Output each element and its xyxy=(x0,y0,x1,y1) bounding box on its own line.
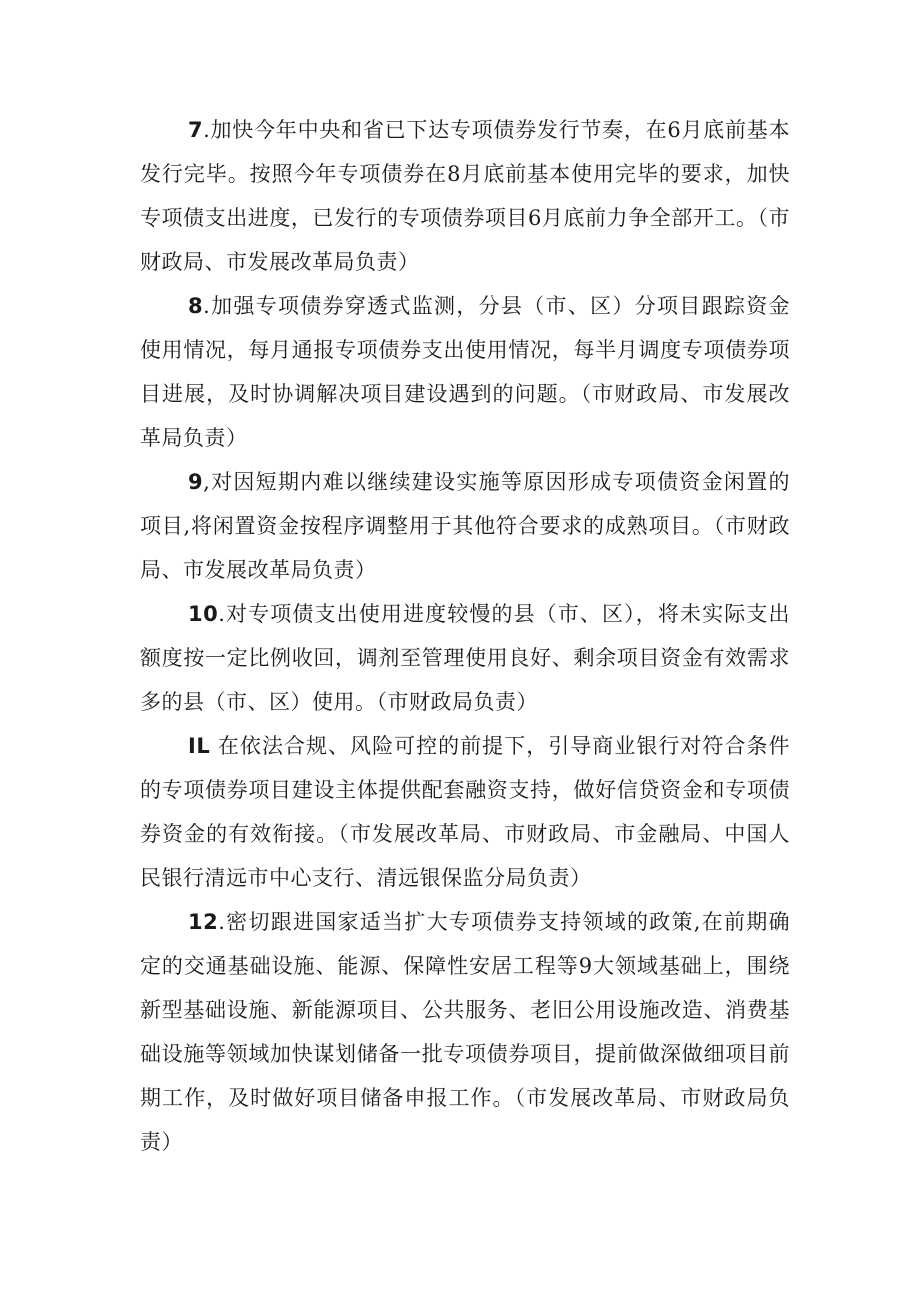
paragraph-text: .加快今年中央和省已下达专项债券发行节奏，在6月底前基本发行完毕。按照今年专项债券在8月底前基本使用完毕的要求，加快专项债支出进度，已发行的专项债券项目6月底前力争全部开工。（市财政局、市发展改革局负责） xyxy=(140,118,790,274)
paragraph-number: 12 xyxy=(188,910,219,934)
paragraph-10 xyxy=(140,592,790,724)
paragraph-number: 9 xyxy=(188,470,204,494)
paragraph-text: .密切跟进国家适当扩大专项债券支持领域的政策,在前期确定的交通基础设施、能源、保障性安居工程等9大领域基础上，围绕新型基础设施、新能源项目、公共服务、老旧公用设施改造、消费基础设施等领域加快谋划储备一批专项债券项目，提前做深做细项目前期工作，及时做好项目储备申报工作。（市发展改革局、市财政局负责） xyxy=(140,910,790,1154)
paragraph-number: 7 xyxy=(188,118,204,142)
paragraph-12 xyxy=(140,900,790,1164)
paragraph-text: ,对因短期内难以继续建设实施等原因形成专项债资金闲置的项目,将闲置资金按程序调整用于其他符合要求的成熟项目。（市财政局、市发展改革局负责） xyxy=(140,470,790,582)
paragraph-8 xyxy=(140,284,790,460)
paragraph-number: IL xyxy=(188,734,211,758)
paragraph-number: 10 xyxy=(188,602,219,626)
paragraph-text: .对专项债支出使用进度较慢的县（市、区），将未实际支出额度按一定比例收回，调剂至管理使用良好、剩余项目资金有效需求多的县（市、区）使用。（市财政局负责） xyxy=(140,602,790,714)
paragraph-text: .加强专项债券穿透式监测，分县（市、区）分项目跟踪资金使用情况，每月通报专项债券支出使用情况，每半月调度专项债券项目进展，及时协调解决项目建设遇到的问题。（市财政局、市发展改革局负责） xyxy=(140,294,790,450)
paragraph-number: 8 xyxy=(188,294,204,318)
paragraph-7 xyxy=(140,108,790,284)
document-body xyxy=(140,108,790,1164)
paragraph-text: 在依法合规、风险可控的前提下，引导商业银行对符合条件的专项债券项目建设主体提供配套融资支持，做好信贷资金和专项债券资金的有效衔接。（市发展改革局、市财政局、市金融局、中国人民银行清远市中心支行、清远银保监分局负责） xyxy=(140,734,790,890)
paragraph-9 xyxy=(140,460,790,592)
paragraph-11 xyxy=(140,724,790,900)
